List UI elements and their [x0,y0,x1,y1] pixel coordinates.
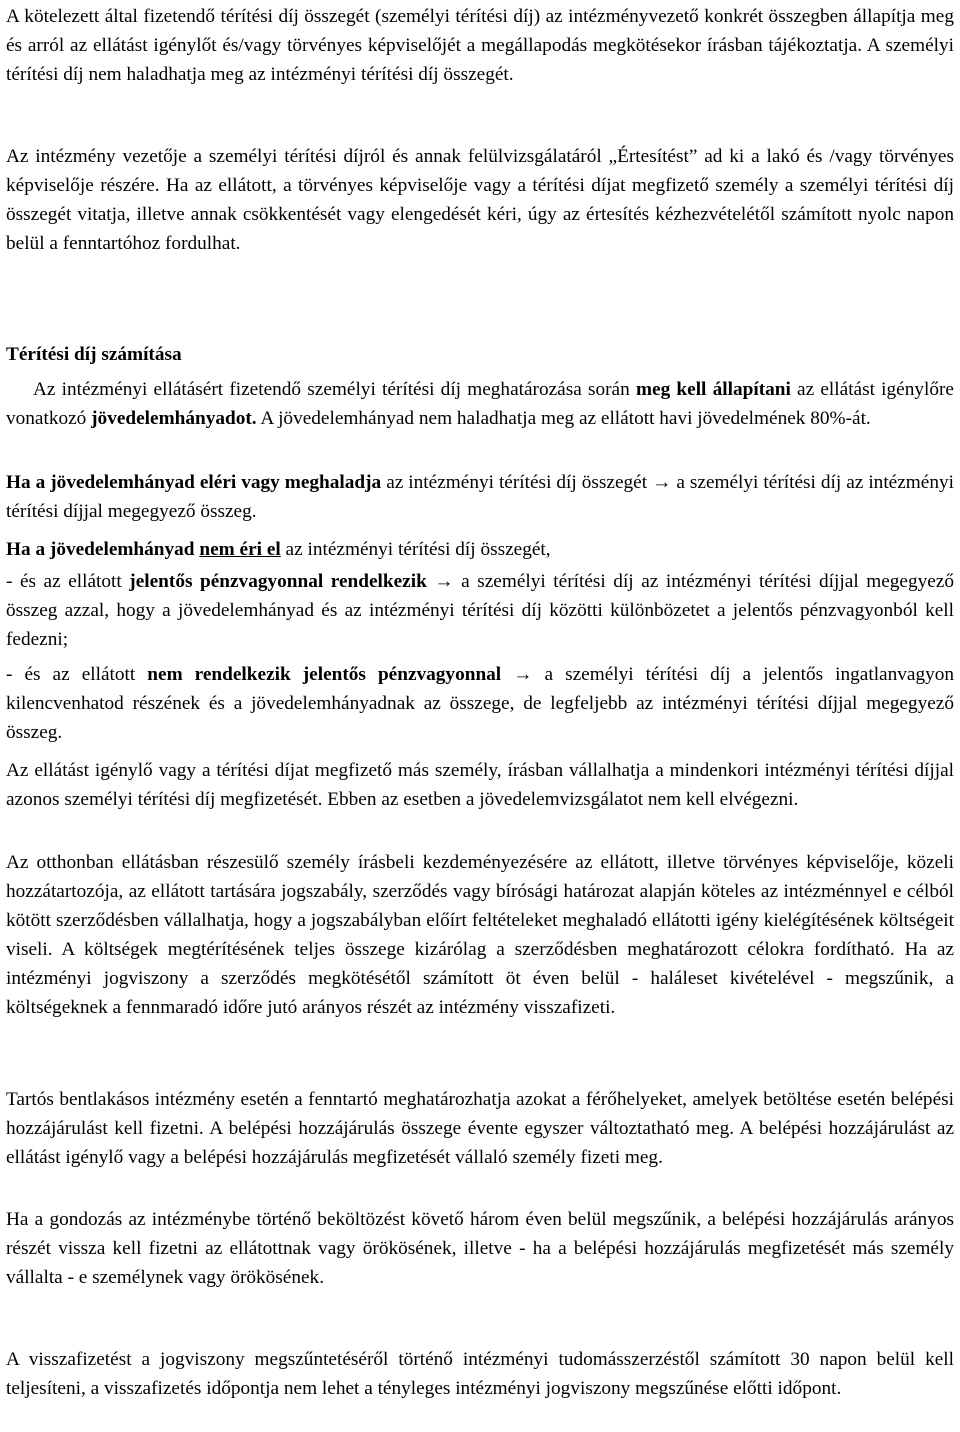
paragraph-reaches-or-exceeds [6,468,954,526]
paragraph-with-assets [6,567,954,654]
paragraph-extra-services: Az otthonban ellátásban részesülő személy írásbeli kezdeményezésére az ellátott, illetve törvényes képviselője, közeli hozzátartozója, az ellátott tartására jogszabály, szerződés vagy bírósági határozat alapján köteles az intézménnyel e célból kötött szerződésben vállalhatja, hogy a jogszabályban előírt feltételeket meghaladó ellátotti igény kielégítésének költségeit viseli. A költségek megtérítésének teljes összege kizárólag a szerződésben meghatározott célokra fordítható. Ha az intézményi jogviszony a szerződés megkötésétől számított öt éven belül - haláleset kivételével - megszűnik, a költségeknek a fennmaradó időre jutó arányos részét az intézmény visszafizeti. [6,852,954,1018]
text-span: az intézményi térítési díj összegét, [280,539,551,560]
paragraph-notification: Az intézmény vezetője a személyi térítési díjról és annak felülvizsgálatáról „Értesítést” ad ki a lakó és /vagy törvényes képviselője részére. Ha az ellátott, a törvényes képviselője vagy a térítési díjat megfizető személy a személyi térítési díj összegét vitatja, illetve annak csökkentését vagy elengedését kéri, úgy az értesítés kézhezvételétől számított nyolc napon belül a fenntartóhoz fordulhat. [6,146,954,254]
text-span: Az intézményi ellátásért fizetendő személyi térítési díj meghatározása során [33,379,636,400]
bold-span: jelentős pénzvagyonnal rendelkezik [129,571,427,592]
text-span: az intézményi térítési díj összegét → a személyi térítési díj az intézményi térítési díjjal megegyező összeg. [6,472,954,522]
text-span: A jövedelemhányad nem haladhatja meg az ellátott havi jövedelmének 80%-át. [256,408,871,429]
text-span: - és az ellátott [6,664,148,685]
bold-span: Ha a jövedelemhányad eléri vagy meghaladja [6,472,382,493]
bold-span: Ha a jövedelemhányad [6,539,200,560]
paragraph-entry-contribution: Tartós bentlakásos intézmény esetén a fenntartó meghatározhatja azokat a férőhelyeket, amelyek betöltése esetén belépési hozzájárulást kell fizetni. A belépési hozzájárulás összege évente egyszer változtatható meg. A belépési hozzájárulást az ellátást igénylő vagy a belépési hozzájárulás megfizetését vállaló személy fizeti meg. [6,1089,954,1168]
bold-span: meg kell állapítani [635,379,791,400]
heading-text: Térítési díj számítása [6,344,182,365]
text-span: → a személyi térítési díj a jelentős ingatlanvagyon kilencvenhatod részének és a jövedelemhányadnak az összege, de legfeljebb az intézményi térítési díjjal megegyező összeg. [6,664,955,743]
text-span: - és az ellátott [6,571,130,592]
paragraph-refund-deadline: A visszafizetést a jogviszony megszűntetéséről történő intézményi tudomásszerzéstől számított 30 napon belül kell teljesíteni, a visszafizetés időpontja nem lehet a tényleges intézményi jogviszony megszűnése előtti időpont. [6,1349,954,1399]
text-span: az ellátást igénylőre vonatkozó [6,379,954,429]
bold-span: nem rendelkezik jelentős pénzvagyonnal [147,664,502,685]
section-heading [6,340,954,369]
paragraph-income-share [6,375,954,433]
text-span: → a személyi térítési díj az intézményi térítési díjjal megegyező összeg azzal, hogy a jövedelemhányad és az intézményi térítési díj közötti különbözetet a jelentős pénzvagyonból kell fedezni; [6,571,954,650]
paragraph-voluntary-payment: Az ellátást igénylő vagy a térítési díjat megfizető más személy, írásban vállalhatja a mindenkori intézményi térítési díjjal azonos személyi térítési díj megfizetését. Ebben az esetben a jövedelemvizsgálatot nem kell elvégezni. [6,760,954,810]
paragraph-not-reaching [6,535,954,564]
paragraph-without-assets [6,660,954,747]
paragraph-fee-determination: A kötelezett által fizetendő térítési díj összegét (személyi térítési díj) az intézményvezető konkrét összegben állapítja meg és arról az ellátást igénylőt és/vagy törvényes képviselőjét a megállapodás megkötésekor írásban tájékoztatja. A személyi térítési díj nem haladhatja meg az intézményi térítési díj összegét. [6,6,954,85]
bold-span: jövedelemhányadot. [91,408,257,429]
paragraph-refund-conditions: Ha a gondozás az intézménybe történő beköltözést követő három éven belül megszűnik, a belépési hozzájárulás arányos részét vissza kell fizetni az ellátottnak vagy örökösének, illetve - ha a belépési hozzájárulás megfizetését más személy vállalta - e személynek vagy örökösének. [6,1209,954,1288]
bold-underlined-span: nem éri el [199,539,281,560]
